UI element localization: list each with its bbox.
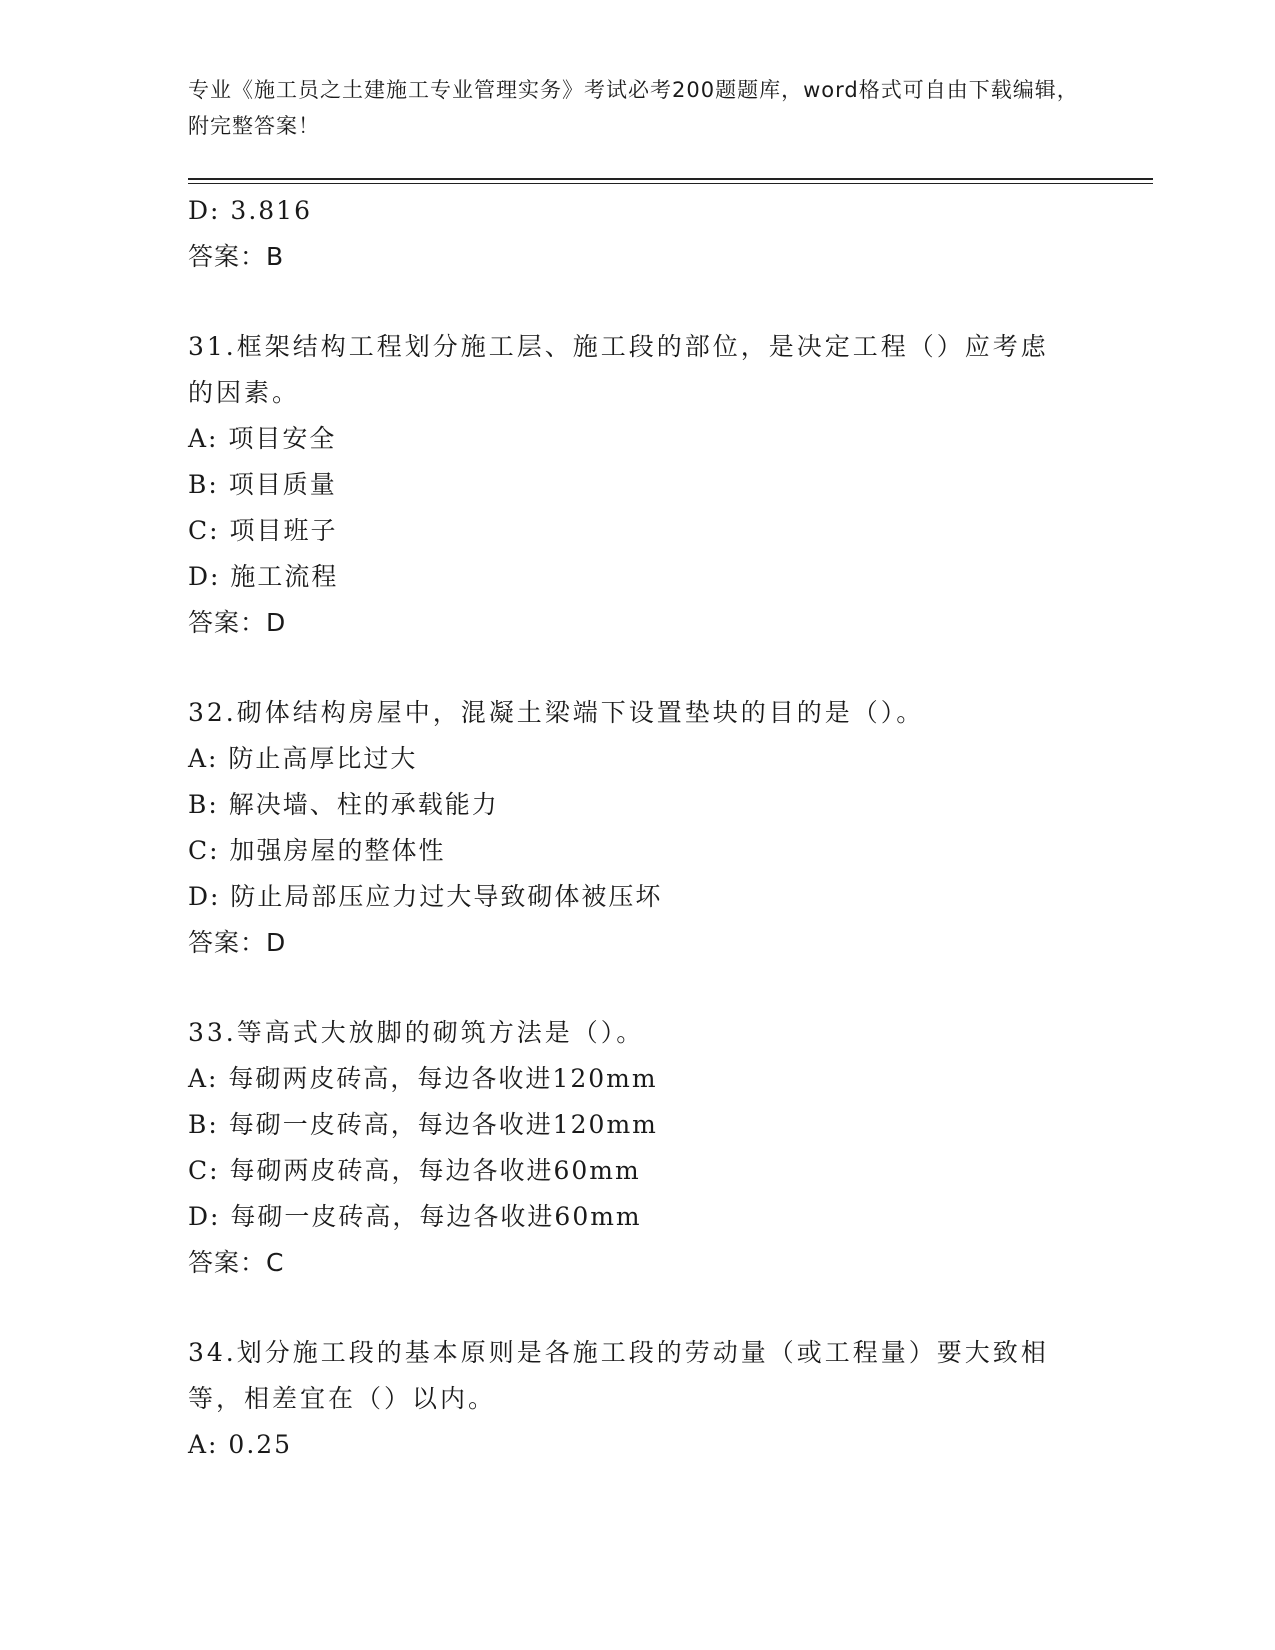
- question-31: [188, 324, 1088, 646]
- question-text: 31.框架结构工程划分施工层、施工段的部位，是决定工程（）应考虑的因素。: [188, 332, 1049, 407]
- question-text: 34.划分施工段的基本原则是各施工段的劳动量（或工程量）要大致相等，相差宜在（）以内。: [188, 1338, 1049, 1413]
- answer: 答案：D: [188, 608, 287, 637]
- option-a: A: 每砌两皮砖高，每边各收进120mm: [188, 1064, 658, 1093]
- option-b: B: 每砌一皮砖高，每边各收进120mm: [188, 1110, 658, 1139]
- option-c: C: 项目班子: [188, 516, 338, 545]
- question-text: 32.砌体结构房屋中，混凝土梁端下设置垫块的目的是（）。: [188, 698, 925, 727]
- question-text: 33.等高式大放脚的砌筑方法是（）。: [188, 1018, 645, 1047]
- answer: 答案：B: [188, 242, 285, 271]
- option-d: D: 每砌一皮砖高，每边各收进60mm: [188, 1202, 642, 1231]
- option-d: D: 3.816: [188, 196, 312, 225]
- option-b: B: 项目质量: [188, 470, 337, 499]
- question-33: [188, 1010, 1088, 1286]
- question-32: [188, 690, 1088, 966]
- option-a: A: 防止高厚比过大: [188, 744, 418, 773]
- option-d: D: 防止局部压应力过大导致砌体被压坏: [188, 882, 663, 911]
- question-content: [188, 188, 1088, 1468]
- option-a: A: 0.25: [188, 1430, 293, 1459]
- question-34: [188, 1330, 1088, 1468]
- option-a: A: 项目安全: [188, 424, 337, 453]
- answer: 答案：D: [188, 928, 287, 957]
- option-c: C: 加强房屋的整体性: [188, 836, 446, 865]
- page-header: 专业《施工员之土建施工专业管理实务》考试必考200题题库，word格式可自由下载编辑，附完整答案！: [188, 78, 1079, 138]
- option-d: D: 施工流程: [188, 562, 339, 591]
- option-b: B: 解决墙、柱的承载能力: [188, 790, 499, 819]
- header-divider: [188, 178, 1153, 184]
- option-c: C: 每砌两皮砖高，每边各收进60mm: [188, 1156, 641, 1185]
- answer: 答案：C: [188, 1248, 285, 1277]
